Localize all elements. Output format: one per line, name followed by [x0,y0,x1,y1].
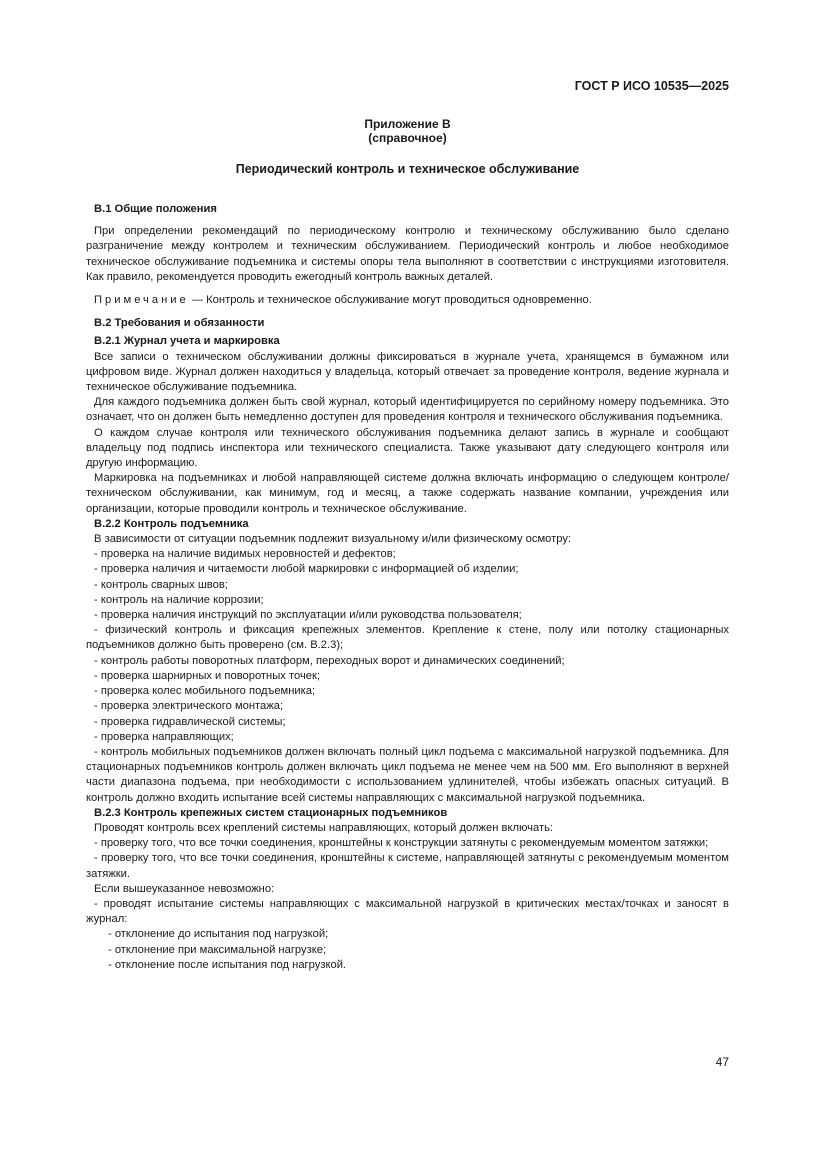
note-label: Примечание [94,294,189,307]
list-item: - проверку того, что все точки соединения, кронштейны к конструкции затянуты с рекомендуемым моментом затяжки; [94,837,709,850]
list-item: - проверка гидравлической системы; [94,715,286,728]
paragraph: В зависимости от ситуации подъемник подлежит визуальному и/или физическому осмотру: [94,533,572,546]
document-body [86,202,729,973]
list-item: - контроль мобильных подъемников должен включать полный цикл подъема с максимальной нагрузкой подъемника. Для стационарных подъемников контроль должен включать цикл подъема не менее чем на 500 мм. Его выполняют в верхней части диапазона подъема, при необходимости с использованием удлинителей, чтобы избежать опасных ситуаций. В контроль должно входить испытание всей системы направляющих с максимальной нагрузкой подъемника. [86,745,729,804]
list-item: - контроль работы поворотных платформ, переходных ворот и динамических соединений; [94,654,565,667]
paragraph: Проводят контроль всех креплений системы направляющих, который должен включать: [94,821,554,834]
page-number: 47 [715,1055,729,1069]
subsection-heading-b23: В.2.3 Контроль крепежных систем стационарных подъемников [94,806,448,819]
paragraph: Если вышеуказанное невозможно: [94,882,275,895]
appendix-subtitle: (справочное) [368,131,447,145]
paragraph: При определении рекомендаций по периодическому контролю и техническому обслуживанию было сделано разграничение между контролем и техническим обслуживанием. Периодический контроль и любое необходимое техническое обслуживание подъемника и системы опоры тела выполняют в соответствии с инструкциями изготовителя. Как правило, рекомендуется проводить ежегодный контроль важных деталей. [86,225,729,283]
section-heading-b2: В.2 Требования и обязанности [94,317,265,330]
paragraph: О каждом случае контроля или технического обслуживания подъемника делают запись в журнале и сообщают владельцу под подпись инспектора или технического специалиста. Также указывают дату следующего контроля или другую информацию. [86,426,729,470]
appendix-title: Приложение В [364,117,451,131]
sub-list-item: - отклонение после испытания под нагрузкой. [108,958,347,971]
list-item: - проверку того, что все точки соединения, кронштейны к системе, направляющей затянуты с рекомендуемым моментом затяжки. [86,852,729,880]
list-item: - физический контроль и фиксация крепежных элементов. Крепление к стене, полу или потолку стационарных подъемников должно быть проверено (см. В.2.3); [86,624,729,652]
appendix-heading [86,117,729,145]
note [86,293,729,308]
paragraph: Для каждого подъемника должен быть свой журнал, который идентифицируется по серийному номеру подъемника. Это означает, что он должен быть немедленно доступен для проведения контроля и технического обслуживания подъемника. [86,396,729,424]
list-item: - проверка наличия инструкций по эксплуатации и/или руководства пользователя; [94,609,522,622]
subsection-heading-b22: В.2.2 Контроль подъемника [94,517,249,530]
sub-list-item: - отклонение при максимальной нагрузке; [108,943,327,956]
paragraph: Маркировка на подъемниках и любой направляющей системе должна включать информацию о следующем контроле/техническом обслуживании, как минимум, год и месяц, а также содержать название компании, учреждения или организации, которые проводили контроль и техническое обслуживание. [86,472,729,515]
list-item: - проверка на наличие видимых неровностей и дефектов; [94,548,396,561]
list-item: - проверка колес мобильного подъемника; [94,685,316,698]
paragraph: Все записи о техническом обслуживании должны фиксироваться в журнале учета, хранящемся в бумажном или цифровом виде. Журнал должен находиться у владельца, который отвечает за проведение контроля, ведение журнала и техническое обслуживание подъемника. [86,350,729,394]
sub-list-item: - отклонение до испытания под нагрузкой; [108,928,329,941]
main-title: Периодический контроль и техническое обслуживание [235,162,580,176]
list-item: - проводят испытание системы направляющих с максимальной нагрузкой в критических местах/точках и заносят в журнал: [86,897,729,926]
list-item: - проверка наличия и читаемости любой маркировки с информацией об изделии; [94,563,519,576]
list-item: - проверка электрического монтажа; [94,700,284,713]
list-item: - проверка шарнирных и поворотных точек; [94,669,321,682]
document-page [86,0,729,1169]
standard-code: ГОСТ Р ИСО 10535—2025 [574,79,729,93]
section-heading-b1: В.1 Общие положения [94,203,217,215]
list-item: - проверка направляющих; [94,730,234,743]
note-text: — Контроль и техническое обслуживание могут проводиться одновременно. [188,294,592,307]
list-item: - контроль сварных швов; [94,578,228,591]
list-item: - контроль на наличие коррозии; [94,593,264,606]
subsection-heading-b21: В.2.1 Журнал учета и маркировка [94,335,280,348]
